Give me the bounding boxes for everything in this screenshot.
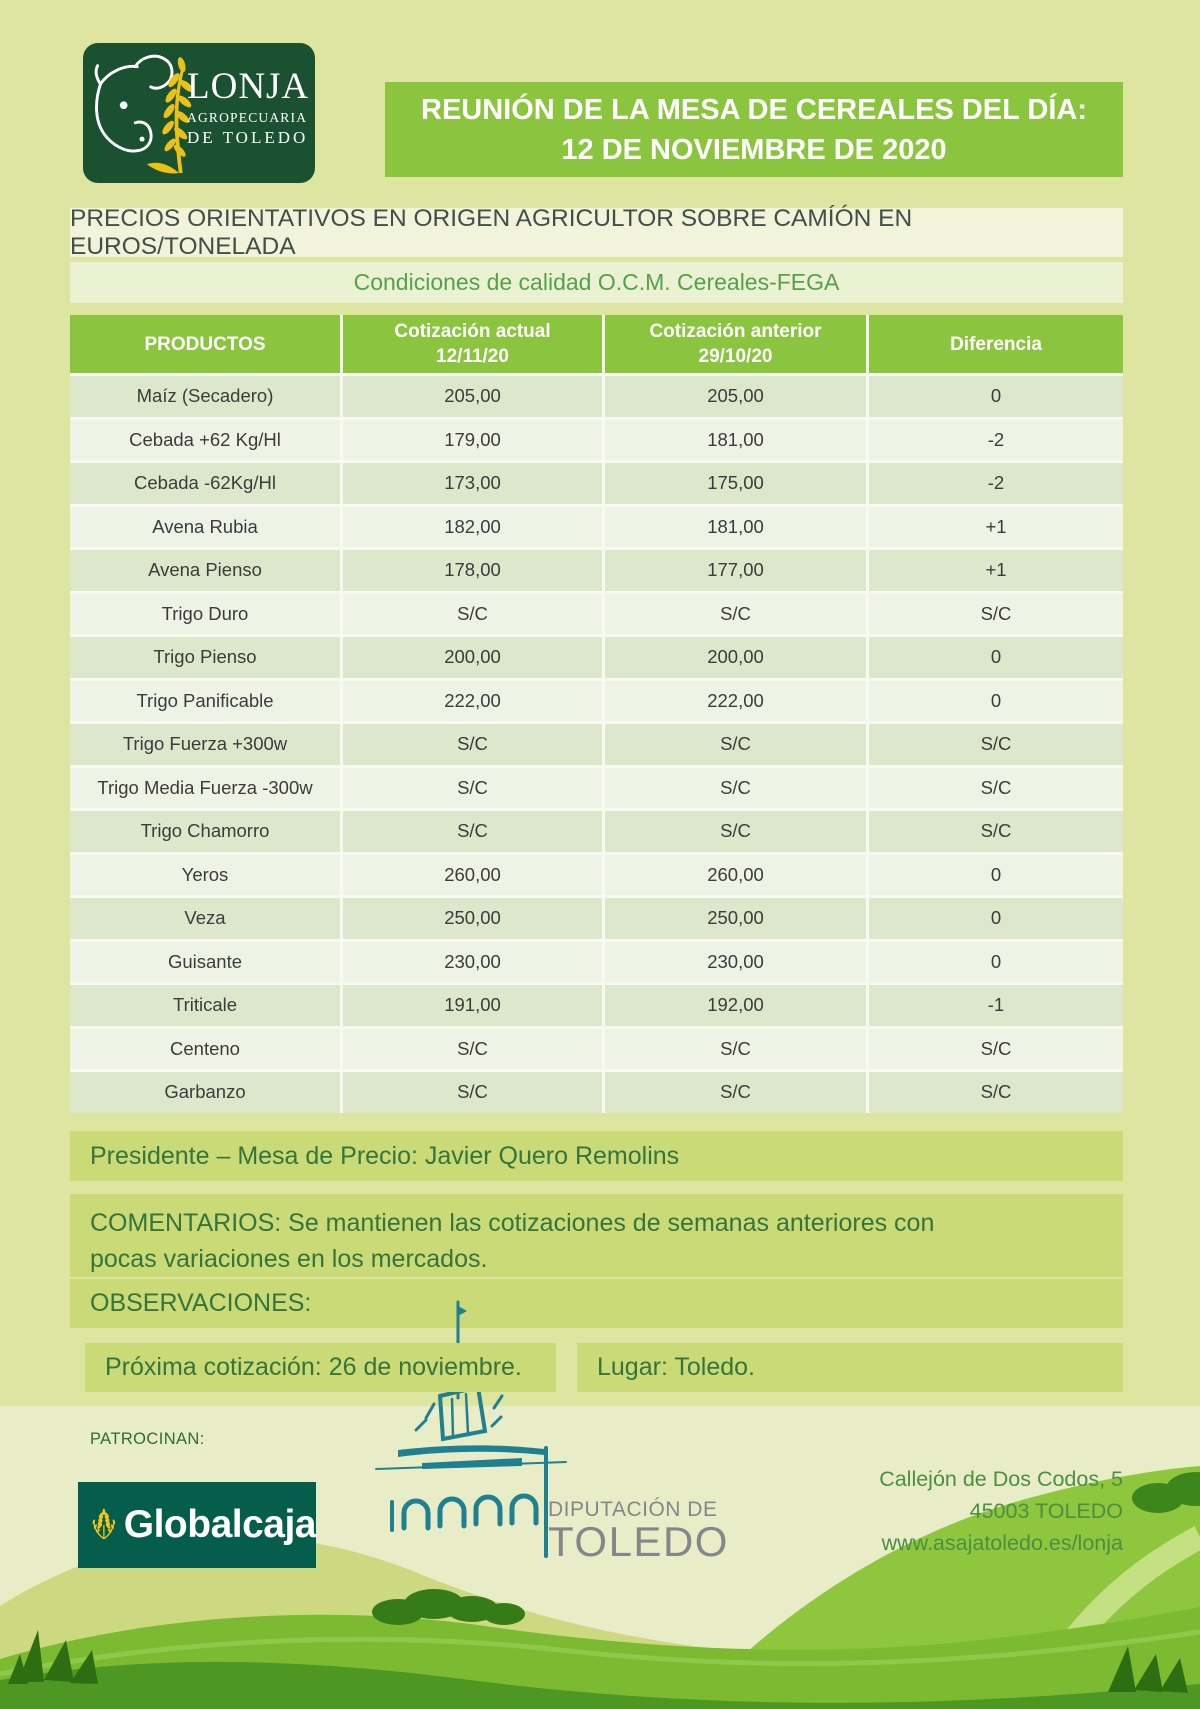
column-header-cotizacion-anterior	[605, 315, 866, 373]
product-cell: Yeros	[70, 855, 340, 896]
product-cell: Trigo Pienso	[70, 637, 340, 678]
value-cell: S/C	[869, 1029, 1123, 1070]
value-cell: 177,00	[605, 550, 866, 591]
column-header-cotizacion-actual	[343, 315, 602, 373]
value-cell: 250,00	[605, 898, 866, 939]
value-cell: 230,00	[605, 942, 866, 983]
value-cell: 250,00	[343, 898, 602, 939]
value-cell: 260,00	[343, 855, 602, 896]
contact-address	[879, 1463, 1123, 1559]
diputacion-line-1: DIPUTACIÓN DE	[548, 1498, 718, 1521]
value-cell: S/C	[343, 811, 602, 852]
value-cell: S/C	[605, 594, 866, 635]
header-date: 29/10/20	[698, 346, 773, 367]
diputacion-line-2: TOLEDO	[548, 1518, 729, 1565]
product-cell: Trigo Panificable	[70, 681, 340, 722]
value-cell: -2	[869, 463, 1123, 504]
header-date: 12/11/20	[436, 346, 509, 367]
product-cell: Trigo Chamorro	[70, 811, 340, 852]
banner-line-1: REUNIÓN DE LA MESA DE CEREALES DEL DÍA:	[421, 93, 1087, 126]
address-line-city: 45003 TOLEDO	[969, 1499, 1123, 1523]
product-cell: Garbanzo	[70, 1072, 340, 1113]
logo-title: LONJA	[187, 66, 310, 107]
value-cell: 178,00	[343, 550, 602, 591]
product-cell: Cebada -62Kg/Hl	[70, 463, 340, 504]
lugar-box: Lugar: Toledo.	[577, 1343, 1123, 1392]
comentarios-box: COMENTARIOS: Se mantienen las cotizaciones de semanas anteriores con pocas variaciones en los mercados.	[70, 1194, 1123, 1277]
meeting-banner	[385, 82, 1123, 177]
banner-line-2: 12 DE NOVIEMBRE DE 2020	[561, 133, 947, 166]
product-cell: Centeno	[70, 1029, 340, 1070]
product-cell: Guisante	[70, 942, 340, 983]
value-cell: 192,00	[605, 985, 866, 1026]
product-cell: Veza	[70, 898, 340, 939]
proxima-cotizacion-box: Próxima cotización: 26 de noviembre.	[85, 1343, 556, 1392]
presidente-bar: Presidente – Mesa de Precio: Javier Quero Remolins	[70, 1131, 1123, 1181]
product-cell: Avena Pienso	[70, 550, 340, 591]
lonja-logo-text	[187, 67, 309, 148]
product-cell: Avena Rubia	[70, 507, 340, 548]
column-header-productos: PRODUCTOS	[70, 315, 340, 373]
value-cell: 222,00	[343, 681, 602, 722]
header-line: Cotización anterior	[649, 321, 822, 342]
product-cell: Trigo Duro	[70, 594, 340, 635]
globalcaja-wheat-icon	[88, 1494, 120, 1556]
value-cell: S/C	[869, 594, 1123, 635]
value-cell: S/C	[605, 1072, 866, 1113]
quality-conditions-bar: Condiciones de calidad O.C.M. Cereales-FEGA	[70, 262, 1123, 303]
value-cell: S/C	[343, 768, 602, 809]
address-line-street: Callejón de Dos Codos, 5	[879, 1467, 1123, 1491]
value-cell: -1	[869, 985, 1123, 1026]
product-cell: Triticale	[70, 985, 340, 1026]
value-cell: S/C	[343, 724, 602, 765]
value-cell: 182,00	[343, 507, 602, 548]
value-cell: 191,00	[343, 985, 602, 1026]
lonja-logo	[83, 43, 315, 183]
globalcaja-wordmark: Globalcaja	[123, 1503, 316, 1546]
header-line: Cotización actual	[394, 321, 551, 342]
value-cell: S/C	[605, 1029, 866, 1070]
product-cell: Trigo Fuerza +300w	[70, 724, 340, 765]
observaciones-bar: OBSERVACIONES:	[70, 1279, 1123, 1328]
value-cell: S/C	[343, 594, 602, 635]
column-header-diferencia: Diferencia	[869, 315, 1123, 373]
value-cell: S/C	[869, 1072, 1123, 1113]
value-cell: 205,00	[605, 376, 866, 417]
value-cell: 0	[869, 855, 1123, 896]
value-cell: 0	[869, 942, 1123, 983]
value-cell: 222,00	[605, 681, 866, 722]
prices-title-bar: PRECIOS ORIENTATIVOS EN ORIGEN AGRICULTOR SOBRE CAMÍÓN EN EUROS/TONELADA	[70, 208, 1123, 257]
prices-table	[70, 315, 1123, 1113]
diputacion-logo-text	[548, 1498, 729, 1565]
value-cell: 181,00	[605, 420, 866, 461]
value-cell: S/C	[605, 811, 866, 852]
address-line-web: www.asajatoledo.es/lonja	[881, 1531, 1123, 1555]
value-cell: +1	[869, 507, 1123, 548]
value-cell: 175,00	[605, 463, 866, 504]
value-cell: +1	[869, 550, 1123, 591]
value-cell: S/C	[869, 724, 1123, 765]
bull-and-wheat-icon	[85, 49, 201, 179]
value-cell: 0	[869, 681, 1123, 722]
value-cell: 200,00	[605, 637, 866, 678]
patrocinan-label: PATROCINAN:	[90, 1430, 205, 1448]
value-cell: 173,00	[343, 463, 602, 504]
product-cell: Trigo Media Fuerza -300w	[70, 768, 340, 809]
value-cell: 230,00	[343, 942, 602, 983]
globalcaja-logo	[78, 1482, 316, 1568]
logo-subtitle-2: DE TOLEDO	[187, 128, 309, 147]
value-cell: 179,00	[343, 420, 602, 461]
value-cell: 200,00	[343, 637, 602, 678]
value-cell: S/C	[605, 768, 866, 809]
value-cell: S/C	[343, 1072, 602, 1113]
value-cell: 0	[869, 898, 1123, 939]
value-cell: 0	[869, 637, 1123, 678]
logo-subtitle-1: AGROPECUARIA	[187, 110, 308, 125]
value-cell: S/C	[869, 768, 1123, 809]
value-cell: S/C	[869, 811, 1123, 852]
value-cell: 181,00	[605, 507, 866, 548]
value-cell: -2	[869, 420, 1123, 461]
value-cell: 0	[869, 376, 1123, 417]
value-cell: 205,00	[343, 376, 602, 417]
product-cell: Maíz (Secadero)	[70, 376, 340, 417]
value-cell: S/C	[343, 1029, 602, 1070]
product-cell: Cebada +62 Kg/Hl	[70, 420, 340, 461]
value-cell: S/C	[605, 724, 866, 765]
value-cell: 260,00	[605, 855, 866, 896]
